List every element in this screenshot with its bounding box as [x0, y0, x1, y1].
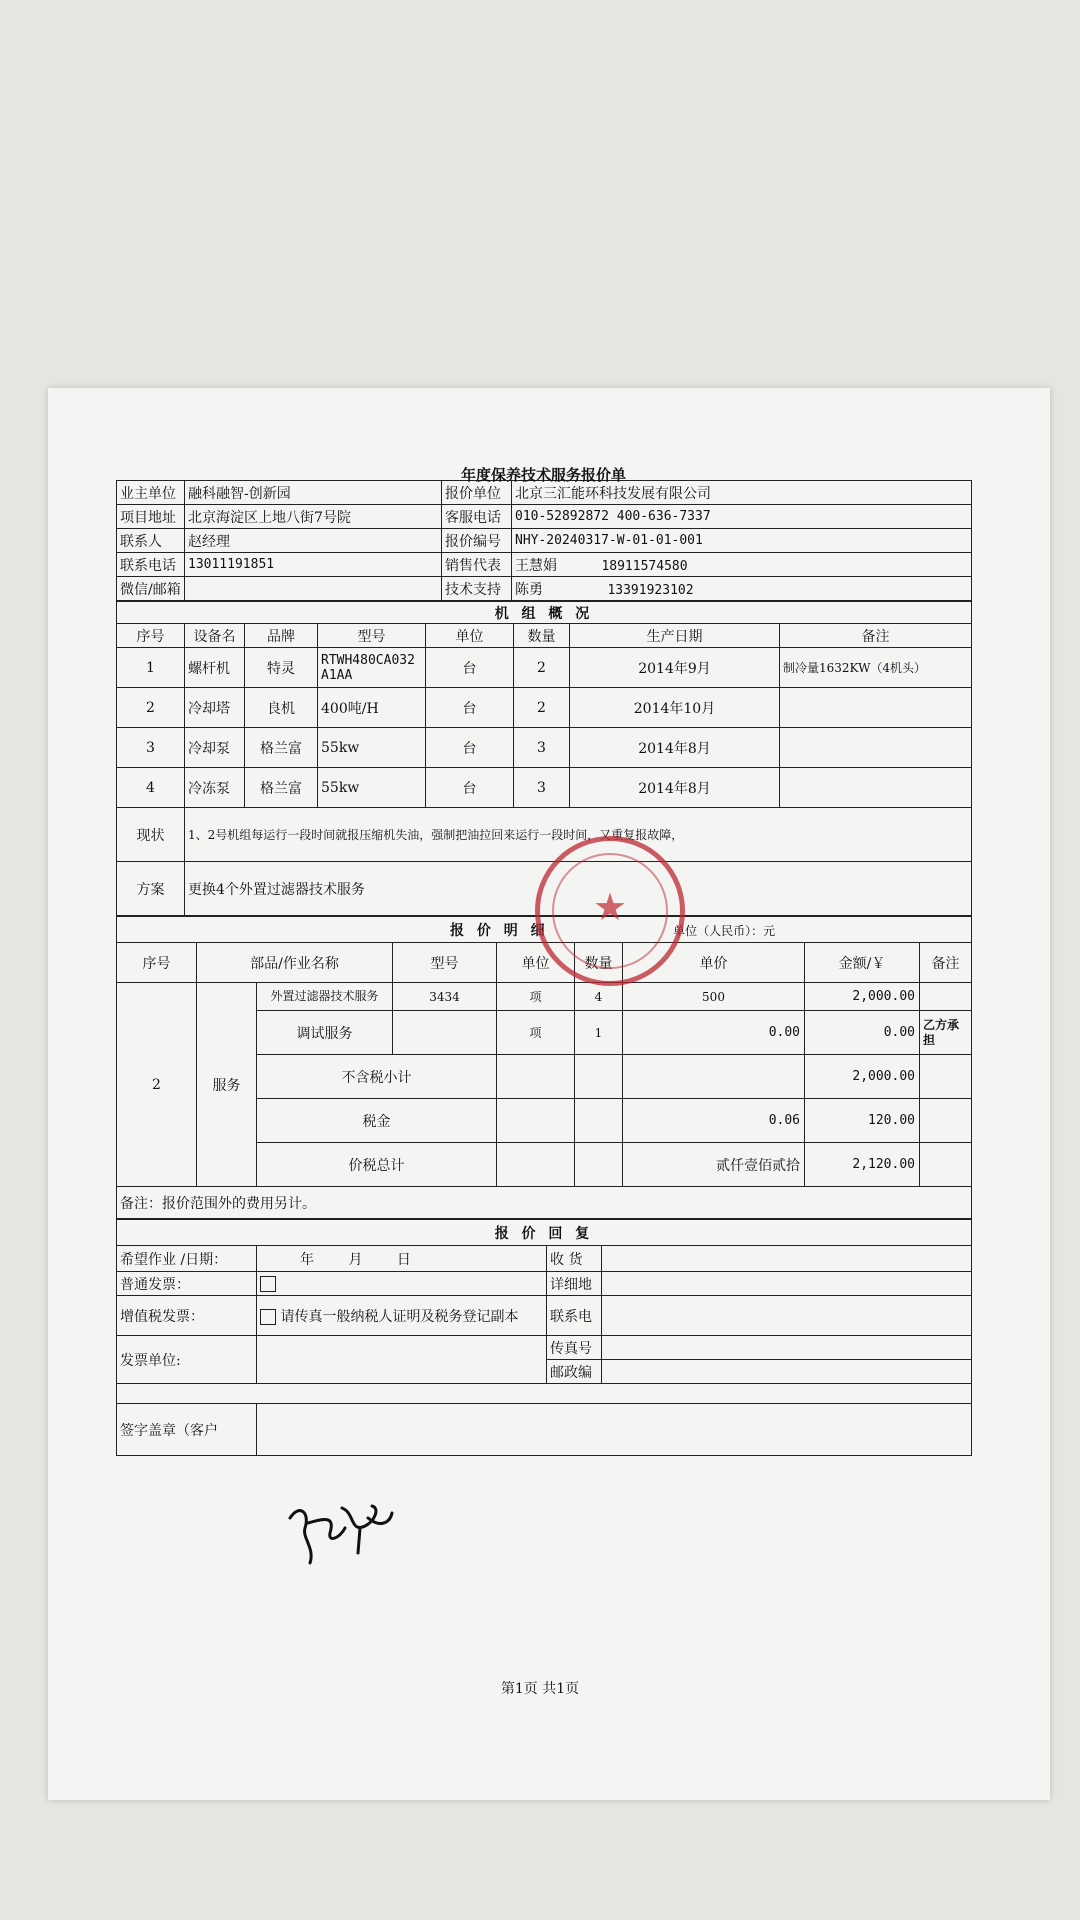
item-qty: 1 [575, 1011, 623, 1055]
unit-brand: 格兰富 [245, 728, 318, 768]
item-qty: 4 [575, 983, 623, 1011]
currency-note: 单位（人民币）：元 [673, 923, 776, 938]
date-day: 日 [396, 1251, 411, 1268]
unit-name: 冷却塔 [185, 688, 245, 728]
unit-name: 螺杆机 [185, 648, 245, 688]
quote-header-qty: 数量 [575, 943, 623, 983]
address-value: 北京海淀区上地八街7号院 [185, 505, 442, 529]
units-header-no: 序号 [117, 624, 185, 648]
unit-date: 2014年10月 [570, 688, 780, 728]
unit-note [780, 728, 972, 768]
tax-label: 税金 [257, 1099, 497, 1143]
address-label: 详细地 [547, 1272, 602, 1296]
signature-field[interactable] [257, 1404, 972, 1456]
vat-invoice-cell [257, 1296, 547, 1336]
plan-value: 更换4个外置过滤器技术服务 [185, 862, 972, 916]
header-table [116, 480, 972, 601]
unit-qty: 3 [514, 768, 570, 808]
status-value: 1、2号机组每运行一段时间就报压缩机失油，强制把油拉回来运行一段时间，又重复报故障， [185, 808, 972, 862]
phone-value: 13011191851 [185, 553, 442, 577]
quote-header-name: 部品/作业名称 [197, 943, 393, 983]
postcode-label: 邮政编 [547, 1360, 602, 1384]
address-value[interactable] [602, 1272, 972, 1296]
expected-date-value[interactable] [257, 1246, 547, 1272]
fax-label: 传真号 [547, 1336, 602, 1360]
unit-no: 3 [117, 728, 185, 768]
item-model [393, 1011, 497, 1055]
unit-no: 2 [117, 688, 185, 728]
table-row [117, 648, 972, 688]
unit-qty: 2 [514, 648, 570, 688]
owner-value: 融科融智-创新园 [185, 481, 442, 505]
wechat-label: 微信/邮箱 [117, 577, 185, 601]
units-table [116, 601, 972, 916]
units-header-brand: 品牌 [245, 624, 318, 648]
item-name: 调试服务 [257, 1011, 393, 1055]
units-header-unit: 单位 [426, 624, 514, 648]
quote-sheet [116, 466, 971, 1456]
quote-header-model: 型号 [393, 943, 497, 983]
vat-invoice-checkbox[interactable] [260, 1309, 276, 1325]
receive-label: 收 货 [547, 1246, 602, 1272]
address-label: 项目地址 [117, 505, 185, 529]
sales-label: 销售代表 [442, 553, 512, 577]
handwritten-signature [280, 1488, 400, 1568]
unit-brand: 特灵 [245, 648, 318, 688]
document-title: 年度保养技术服务报价单 [460, 466, 626, 484]
unit-qty: 2 [514, 688, 570, 728]
unit-qty: 3 [514, 728, 570, 768]
unit-name: 冷却泵 [185, 728, 245, 768]
quote-group-no: 2 [117, 983, 197, 1187]
reply-section-title: 报 价 回 复 [117, 1220, 972, 1246]
vat-note: 请传真一般纳税人证明及税务登记副本 [280, 1308, 519, 1325]
quote-header-no: 序号 [117, 943, 197, 983]
tax-rate: 0.06 [623, 1099, 805, 1143]
unit-date: 2014年8月 [570, 768, 780, 808]
unit-date: 2014年8月 [570, 728, 780, 768]
service-phone-value: 010-52892872 400-636-7337 [512, 505, 972, 529]
expected-date-label: 希望作业 /日期： [117, 1246, 257, 1272]
status-label: 现状 [117, 808, 185, 862]
receive-value[interactable] [602, 1246, 972, 1272]
sales-phone: 18911574580 [601, 558, 688, 574]
item-name: 外置过滤器技术服务 [257, 983, 393, 1011]
unit-no: 4 [117, 768, 185, 808]
quote-header-price: 单价 [623, 943, 805, 983]
quote-header-note: 备注 [920, 943, 972, 983]
unit-note [780, 768, 972, 808]
postcode-value[interactable] [602, 1360, 972, 1384]
quote-header-unit: 单位 [497, 943, 575, 983]
total-chinese: 贰仟壹佰贰拾 [623, 1143, 805, 1187]
units-header-model: 型号 [318, 624, 426, 648]
unit-model: 55kw [318, 768, 426, 808]
item-price: 0.00 [623, 1011, 805, 1055]
item-price: 500 [623, 983, 805, 1011]
item-model: 3434 [393, 983, 497, 1011]
contact-value: 赵经理 [185, 529, 442, 553]
seal-star-icon: ★ [592, 885, 628, 929]
contact-phone-label: 联系电 [547, 1296, 602, 1336]
phone-label: 联系电话 [117, 553, 185, 577]
fax-value[interactable] [602, 1336, 972, 1360]
reply-table [116, 1219, 972, 1456]
signature-label: 签字盖章（客户 [117, 1404, 257, 1456]
units-header-name: 设备名 [185, 624, 245, 648]
table-row [117, 688, 972, 728]
quote-unit-label: 报价单位 [442, 481, 512, 505]
sales-name: 王慧娟 [515, 557, 557, 574]
unit-brand: 良机 [245, 688, 318, 728]
vat-invoice-label: 增值税发票： [117, 1296, 257, 1336]
tax-amount: 120.00 [805, 1099, 920, 1143]
table-row [117, 983, 972, 1011]
quote-section-header [117, 917, 972, 943]
document-page [48, 388, 1050, 1800]
normal-invoice-label: 普通发票： [117, 1272, 257, 1296]
table-row [117, 768, 972, 808]
page-footer: 第1页 共1页 [500, 1681, 580, 1697]
item-note [920, 983, 972, 1011]
quote-no-label: 报价编号 [442, 529, 512, 553]
normal-invoice-checkbox[interactable] [260, 1276, 276, 1292]
item-amount: 2,000.00 [805, 983, 920, 1011]
total-amount: 2,120.00 [805, 1143, 920, 1187]
quote-header-amount: 金额/￥ [805, 943, 920, 983]
quote-no-value: NHY-20240317-W-01-01-001 [512, 529, 972, 553]
units-header-qty: 数量 [514, 624, 570, 648]
unit-model: 400吨/H [318, 688, 426, 728]
unit-note: 制冷量1632KW（4机头） [780, 648, 972, 688]
total-label: 价税总计 [257, 1143, 497, 1187]
item-unit: 项 [497, 983, 575, 1011]
quote-group-name: 服务 [197, 983, 257, 1187]
quote-table [116, 916, 972, 1219]
unit-no: 1 [117, 648, 185, 688]
item-note: 乙方承担 [920, 1011, 972, 1055]
invoice-unit-label: 发票单位: [117, 1336, 257, 1384]
normal-invoice-cell [257, 1272, 547, 1296]
table-row [117, 728, 972, 768]
unit-unit: 台 [426, 768, 514, 808]
unit-date: 2014年9月 [570, 648, 780, 688]
support-phone: 13391923102 [607, 582, 694, 598]
subtotal-amount: 2,000.00 [805, 1055, 920, 1099]
item-unit: 项 [497, 1011, 575, 1055]
service-phone-label: 客服电话 [442, 505, 512, 529]
unit-name: 冷冻泵 [185, 768, 245, 808]
quote-section-title: 报 价 明 细 [450, 922, 549, 939]
contact-phone-value[interactable] [602, 1296, 972, 1336]
support-name: 陈勇 [515, 581, 543, 598]
units-section-title: 机 组 概 况 [117, 602, 972, 624]
unit-note [780, 688, 972, 728]
quote-unit-value: 北京三汇能环科技发展有限公司 [512, 481, 972, 505]
support-label: 技术支持 [442, 577, 512, 601]
sales-cell [512, 553, 972, 577]
units-header-note: 备注 [780, 624, 972, 648]
owner-label: 业主单位 [117, 481, 185, 505]
unit-unit: 台 [426, 648, 514, 688]
date-month: 月 [348, 1251, 363, 1268]
unit-brand: 格兰富 [245, 768, 318, 808]
unit-model: RTWH480CA032A1AA [318, 648, 426, 688]
unit-model: 55kw [318, 728, 426, 768]
contact-label: 联系人 [117, 529, 185, 553]
quote-remark: 备注：报价范围外的费用另计。 [117, 1187, 972, 1219]
subtotal-label: 不含税小计 [257, 1055, 497, 1099]
support-cell [512, 577, 972, 601]
invoice-unit-value[interactable] [257, 1336, 547, 1384]
item-amount: 0.00 [805, 1011, 920, 1055]
wechat-value [185, 577, 442, 601]
date-year: 年 [300, 1251, 314, 1268]
unit-unit: 台 [426, 728, 514, 768]
unit-unit: 台 [426, 688, 514, 728]
plan-label: 方案 [117, 862, 185, 916]
units-header-date: 生产日期 [570, 624, 780, 648]
